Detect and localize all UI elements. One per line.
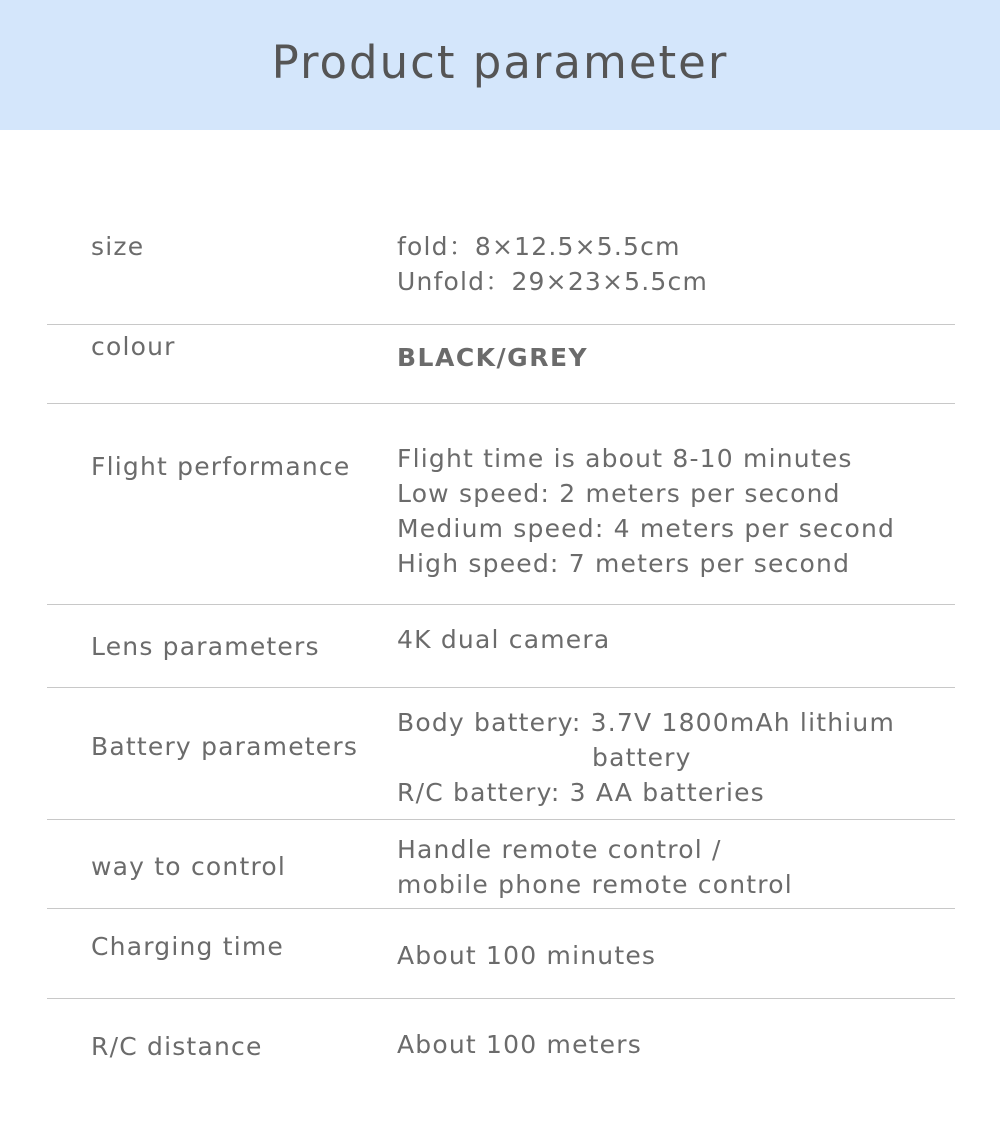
flight-performance-value bbox=[397, 441, 895, 581]
page-title: Product parameter bbox=[271, 36, 729, 89]
colour-value: BLACK/GREY bbox=[397, 343, 589, 372]
size-fold-value: fold：8×12.5×5.5cm bbox=[397, 232, 681, 261]
size-label: size bbox=[91, 232, 145, 261]
header-banner bbox=[0, 0, 1000, 130]
way-to-control-value bbox=[397, 832, 793, 902]
body-battery-line-continued: battery bbox=[592, 743, 692, 772]
divider bbox=[47, 908, 955, 909]
lens-parameters-label: Lens parameters bbox=[91, 632, 320, 661]
low-speed-line: Low speed: 2 meters per second bbox=[397, 479, 841, 508]
size-value bbox=[397, 229, 708, 299]
divider bbox=[47, 998, 955, 999]
way-to-control-label: way to control bbox=[91, 852, 287, 881]
divider bbox=[47, 324, 955, 325]
body-battery-line: Body battery: 3.7V 1800mAh lithium bbox=[397, 708, 896, 737]
control-line-2: mobile phone remote control bbox=[397, 870, 793, 899]
colour-label: colour bbox=[91, 332, 176, 361]
flight-performance-label: Flight performance bbox=[91, 452, 351, 481]
flight-time-line: Flight time is about 8-10 minutes bbox=[397, 444, 853, 473]
charging-time-label: Charging time bbox=[91, 932, 285, 961]
medium-speed-line: Medium speed: 4 meters per second bbox=[397, 514, 896, 543]
high-speed-line: High speed: 7 meters per second bbox=[397, 549, 851, 578]
rc-distance-label: R/C distance bbox=[91, 1032, 263, 1061]
divider bbox=[47, 819, 955, 820]
lens-parameters-value: 4K dual camera bbox=[397, 625, 611, 654]
battery-parameters-label: Battery parameters bbox=[91, 732, 359, 761]
rc-distance-value: About 100 meters bbox=[397, 1030, 642, 1059]
divider bbox=[47, 604, 955, 605]
rc-battery-line: R/C battery: 3 AA batteries bbox=[397, 778, 765, 807]
battery-parameters-value bbox=[397, 705, 895, 810]
size-unfold-value: Unfold：29×23×5.5cm bbox=[397, 267, 709, 296]
charging-time-value: About 100 minutes bbox=[397, 941, 657, 970]
divider bbox=[47, 687, 955, 688]
control-line-1: Handle remote control / bbox=[397, 835, 722, 864]
divider bbox=[47, 403, 955, 404]
